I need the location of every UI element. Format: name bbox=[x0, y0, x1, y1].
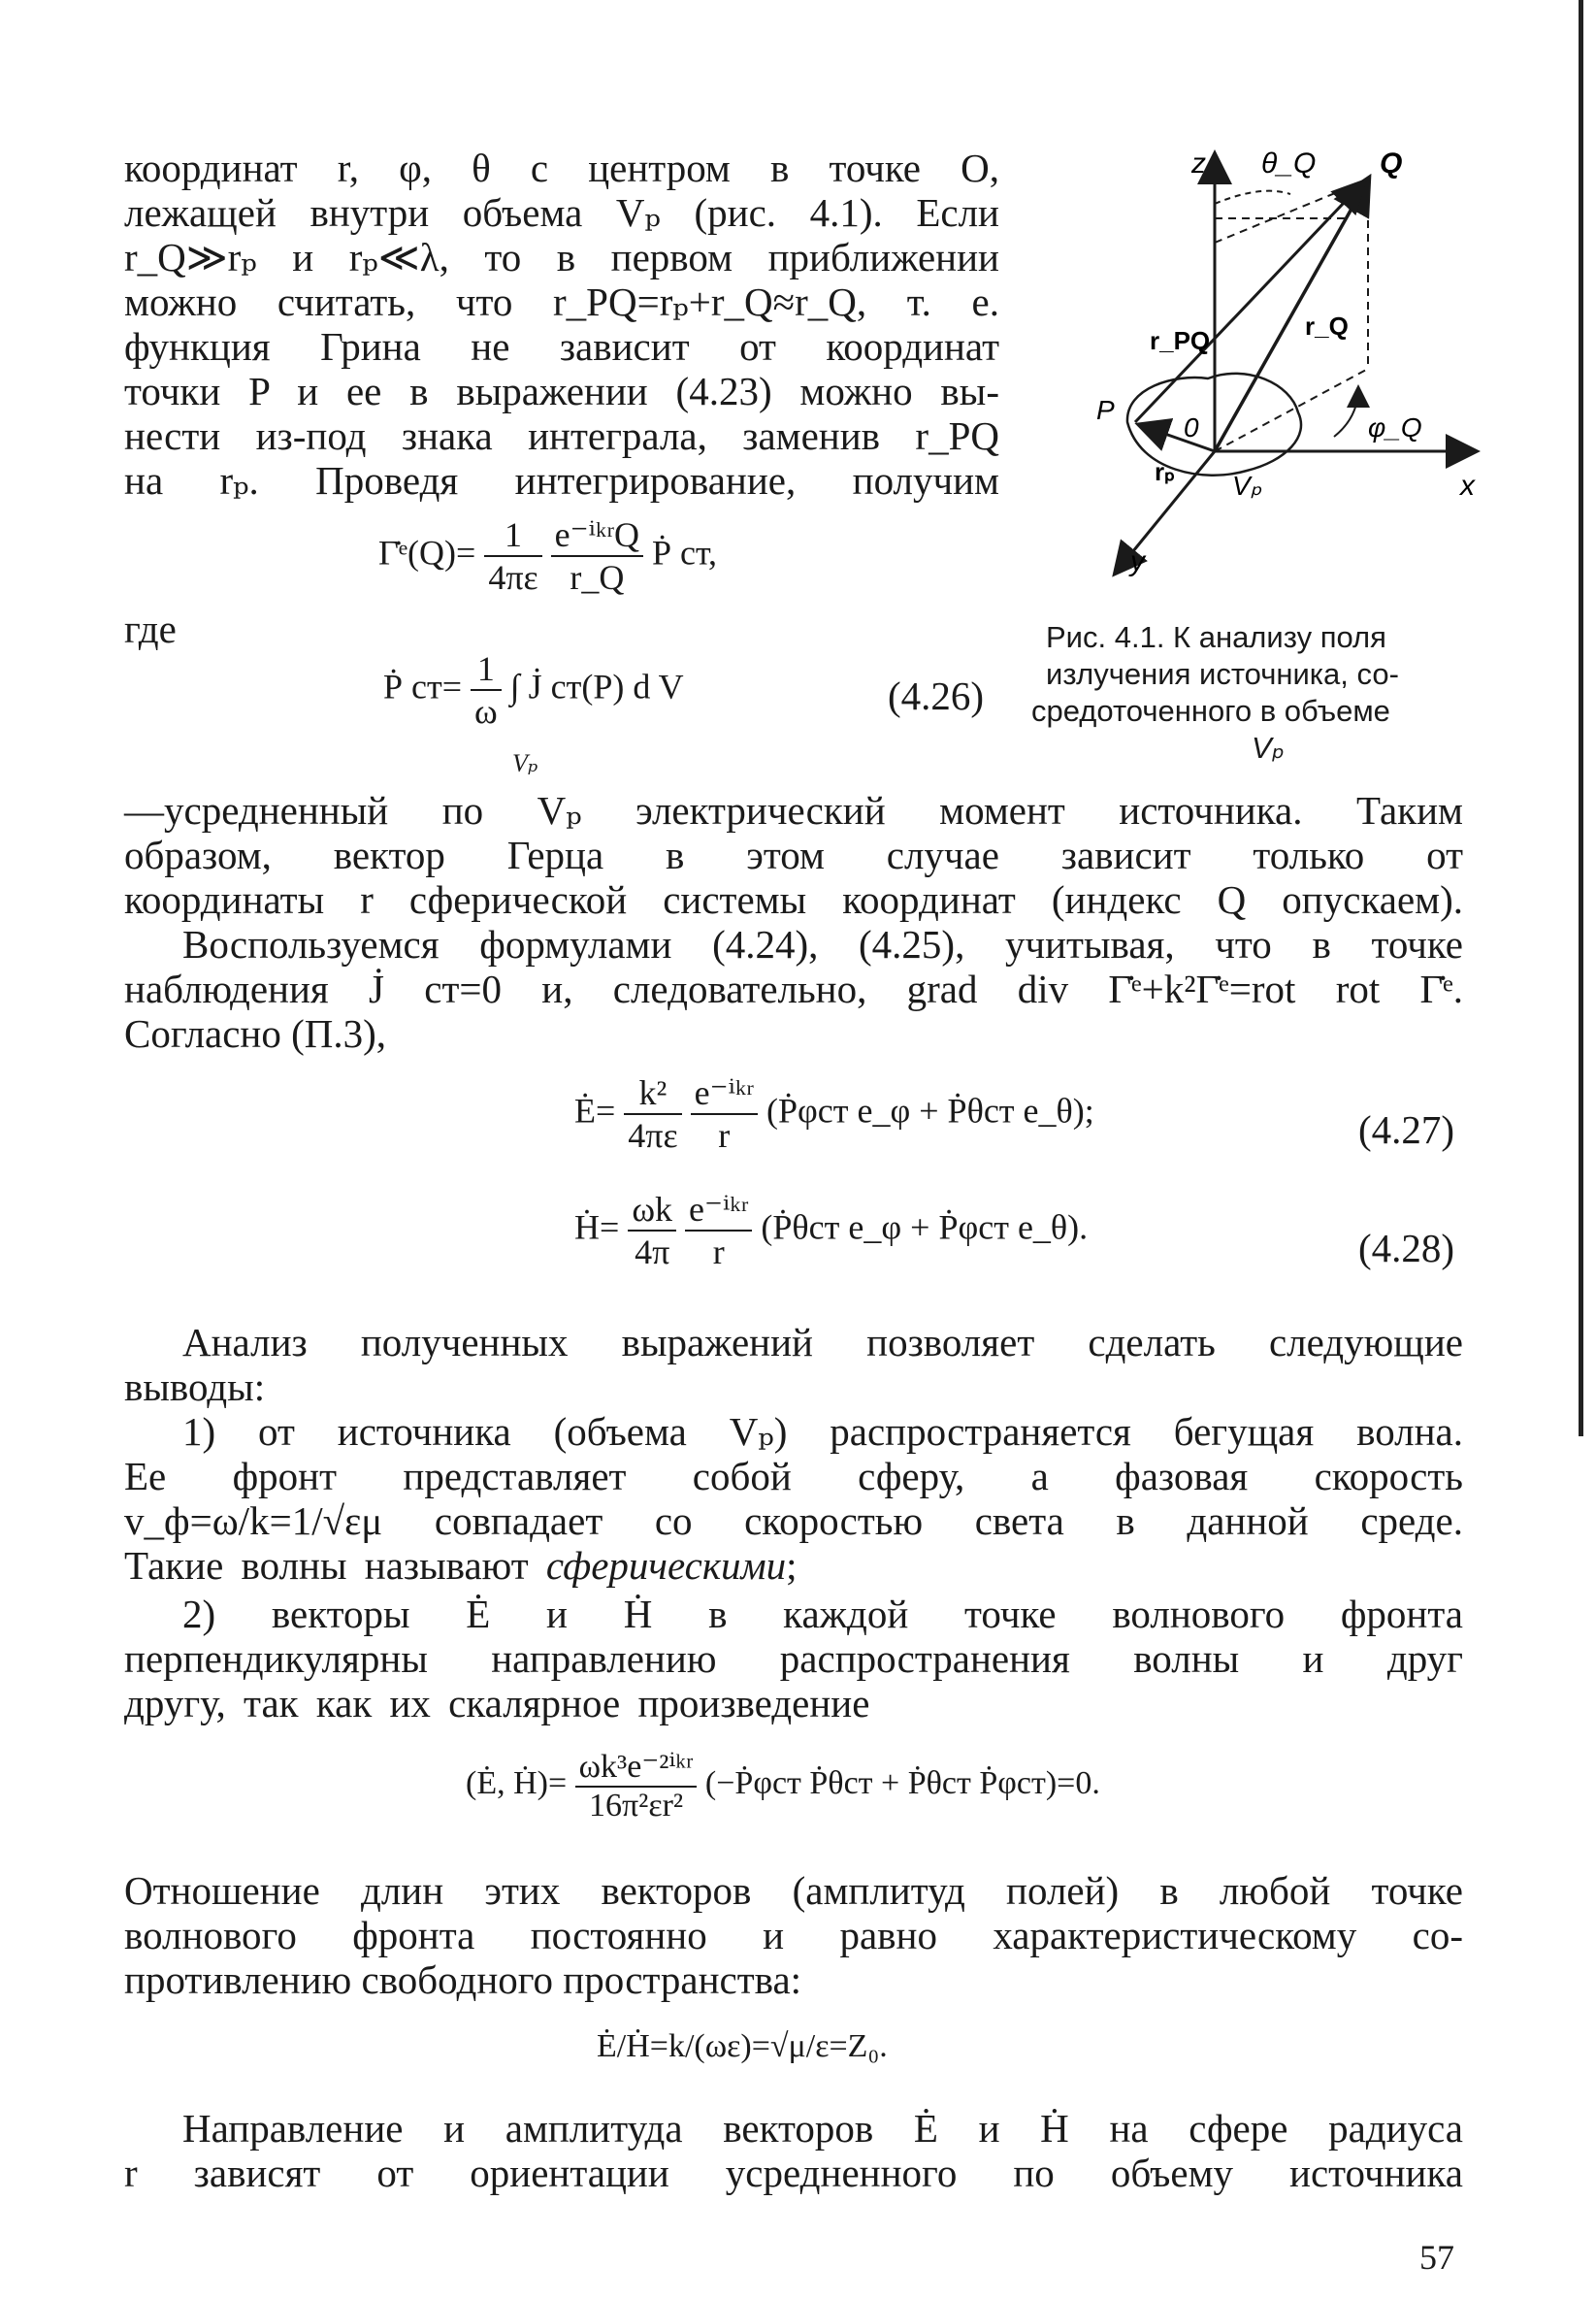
text-line: r зависят от ориентации усредненного по объему источника bbox=[124, 2151, 1463, 2195]
eq-lhs: Γ̇ᵉ(Q)= bbox=[378, 533, 476, 573]
figure-diagram bbox=[1067, 146, 1494, 592]
text-line: на rₚ. Проведя интегрирование, получим bbox=[124, 458, 999, 503]
eq-lhs: (Ė, Ḣ)= bbox=[466, 1764, 568, 1801]
text-line: волнового фронта постоянно и равно характеристическому со- bbox=[124, 1913, 1463, 1957]
numerator: ωk bbox=[628, 1189, 676, 1232]
page-edge-bar bbox=[1579, 0, 1583, 1436]
text-line: Отношение длин этих векторов (амплитуд полей) в любой точке bbox=[124, 1868, 1463, 1913]
fraction bbox=[471, 648, 502, 732]
integral-limit: Vₚ bbox=[512, 749, 538, 777]
text-line: 1) от источника (объема Vₚ) распространяется бегущая волна. bbox=[182, 1409, 1463, 1454]
text-line: наблюдения J̇ ст=0 и, следовательно, grad div Γ̇ᵉ+k²Γ̇ᵉ=rot rot Γ̇ᵉ. bbox=[124, 967, 1463, 1011]
where-word: где bbox=[124, 607, 177, 651]
numerator: e⁻ⁱᵏʳ bbox=[685, 1189, 752, 1232]
text-line: перпендикулярны направлению распространения волны и друг bbox=[124, 1636, 1463, 1681]
figure-caption-line: излучения источника, со- bbox=[1046, 657, 1399, 691]
page-number: 57 bbox=[1419, 2238, 1454, 2277]
eq-lhs: Ṗ ст= bbox=[383, 667, 463, 706]
label-theta-q: θ_Q bbox=[1261, 148, 1317, 180]
emphasis: сферическими bbox=[545, 1543, 787, 1588]
numerator: 1 bbox=[484, 514, 541, 557]
equation-h bbox=[574, 1189, 1088, 1272]
fraction bbox=[691, 1072, 758, 1156]
label-x: x bbox=[1460, 470, 1475, 502]
fraction bbox=[575, 1747, 698, 1824]
denominator: r_Q bbox=[570, 558, 625, 597]
eq-lhs: Ė= bbox=[574, 1091, 616, 1131]
text-line: другу, так как их скалярное произведение bbox=[124, 1681, 870, 1725]
text-line: 2) векторы Ė и Ḣ в каждой точке волнового фронта bbox=[182, 1592, 1463, 1636]
text-line: координаты r сферической системы координат (индекс Q опускаем). bbox=[124, 877, 1463, 922]
text-line: Направление и амплитуда векторов Ė и Ḣ на сфере радиуса bbox=[182, 2106, 1463, 2151]
equation-number: (4.26) bbox=[888, 674, 985, 718]
label-phi-q: φ_Q bbox=[1368, 412, 1422, 443]
denominator: r bbox=[712, 1232, 725, 1271]
label-r-pq: r_PQ bbox=[1150, 326, 1211, 355]
equation-ratio: Ė/Ḣ=k/(ωε)=√μ/ε=Z₀. bbox=[597, 2028, 888, 2064]
text-line: нести из-под знака интеграла, заменив r_PQ bbox=[124, 413, 999, 458]
label-o: 0 bbox=[1184, 412, 1199, 443]
text-line: Ее фронт представляет собой сферу, а фазовая скорость bbox=[124, 1454, 1463, 1498]
dashed-line bbox=[1215, 180, 1368, 243]
text-line: образом, вектор Герца в этом случае зависит только от bbox=[124, 833, 1463, 877]
eq-rhs: Ṗ ст, bbox=[652, 533, 718, 573]
fraction bbox=[551, 514, 643, 598]
text-line: противлению свободного пространства: bbox=[124, 1957, 802, 2002]
eq-rhs: (Ṗθст e_φ + Ṗφст e_θ). bbox=[761, 1207, 1089, 1247]
fraction bbox=[624, 1072, 681, 1156]
text-line: координат r, φ, θ с центром в точке O, bbox=[124, 146, 999, 190]
text-run: ; bbox=[786, 1543, 798, 1588]
text-line: v_ф=ω/k=1/√εμ совпадает со скоростью света в данной среде. bbox=[124, 1498, 1463, 1543]
phi-arc bbox=[1334, 388, 1358, 437]
eq-rhs: (Ṗφст e_φ + Ṗθст e_θ); bbox=[766, 1091, 1094, 1131]
figure-caption-line: средоточенного в объеме bbox=[1031, 694, 1390, 728]
text-line: лежащей внутри объема Vₚ (рис. 4.1). Если bbox=[124, 190, 999, 235]
text-line: точки P и ее в выражении (4.23) можно вы- bbox=[124, 369, 999, 413]
theta-arc bbox=[1215, 191, 1290, 204]
equation-gamma bbox=[378, 514, 717, 598]
label-r-p: rₚ bbox=[1155, 457, 1176, 486]
denominator: 4πε bbox=[488, 558, 538, 597]
eq-lhs: Ḣ= bbox=[574, 1207, 620, 1247]
numerator: ωk³e⁻²ⁱᵏʳ bbox=[575, 1747, 698, 1788]
denominator: ω bbox=[474, 692, 498, 731]
equation-number: (4.28) bbox=[1358, 1226, 1455, 1270]
numerator: e⁻ⁱᵏʳQ bbox=[551, 514, 643, 557]
text-line: Анализ полученных выражений позволяет сделать следующие bbox=[182, 1320, 1463, 1364]
label-q: Q bbox=[1380, 148, 1403, 180]
equation-number: (4.27) bbox=[1358, 1107, 1455, 1152]
text-run: Такие волны называют bbox=[124, 1543, 529, 1588]
numerator: e⁻ⁱᵏʳ bbox=[691, 1072, 758, 1115]
r-p-vector bbox=[1140, 425, 1215, 451]
text-line: выводы: bbox=[124, 1364, 266, 1409]
fraction bbox=[685, 1189, 752, 1272]
text-line: функция Грина не зависит от координат bbox=[124, 324, 999, 369]
text-line: r_Q≫rₚ и rₚ≪λ, то в первом приближении bbox=[124, 235, 999, 279]
numerator: k² bbox=[624, 1072, 681, 1115]
denominator: 4π bbox=[635, 1232, 670, 1271]
text-line: можно считать, что r_PQ=rₚ+r_Q≈r_Q, т. е. bbox=[124, 279, 999, 324]
fraction bbox=[484, 514, 541, 598]
text-line: Воспользуемся формулами (4.24), (4.25), учитывая, что в точке bbox=[182, 922, 1463, 967]
denominator: r bbox=[718, 1116, 731, 1155]
label-v-p: Vₚ bbox=[1232, 471, 1262, 501]
text-line: Согласно (П.3), bbox=[124, 1011, 387, 1056]
figure-caption-line: Рис. 4.1. К анализу поля bbox=[1046, 620, 1386, 654]
equation-p bbox=[383, 648, 684, 732]
equation-e bbox=[574, 1072, 1094, 1156]
denominator: 16π²εr² bbox=[588, 1788, 684, 1824]
fraction bbox=[628, 1189, 676, 1272]
equation-dot bbox=[466, 1747, 1100, 1824]
figure-caption-line: Vₚ bbox=[1252, 731, 1285, 765]
text-line bbox=[124, 1543, 798, 1588]
eq-rhs: (−Ṗφст Ṗθст + Ṗθст Ṗφст)=0. bbox=[704, 1764, 1100, 1801]
label-r-q: r_Q bbox=[1305, 312, 1349, 341]
integral: ∫ J̇ ст(P) d V bbox=[509, 667, 684, 706]
text-line: —усредненный по Vₚ электрический момент источника. Таким bbox=[124, 788, 1463, 833]
numerator: 1 bbox=[471, 648, 502, 691]
label-p: P bbox=[1096, 395, 1115, 425]
denominator: 4πε bbox=[628, 1116, 678, 1155]
label-z: z bbox=[1191, 148, 1206, 180]
label-y: y bbox=[1130, 545, 1145, 577]
